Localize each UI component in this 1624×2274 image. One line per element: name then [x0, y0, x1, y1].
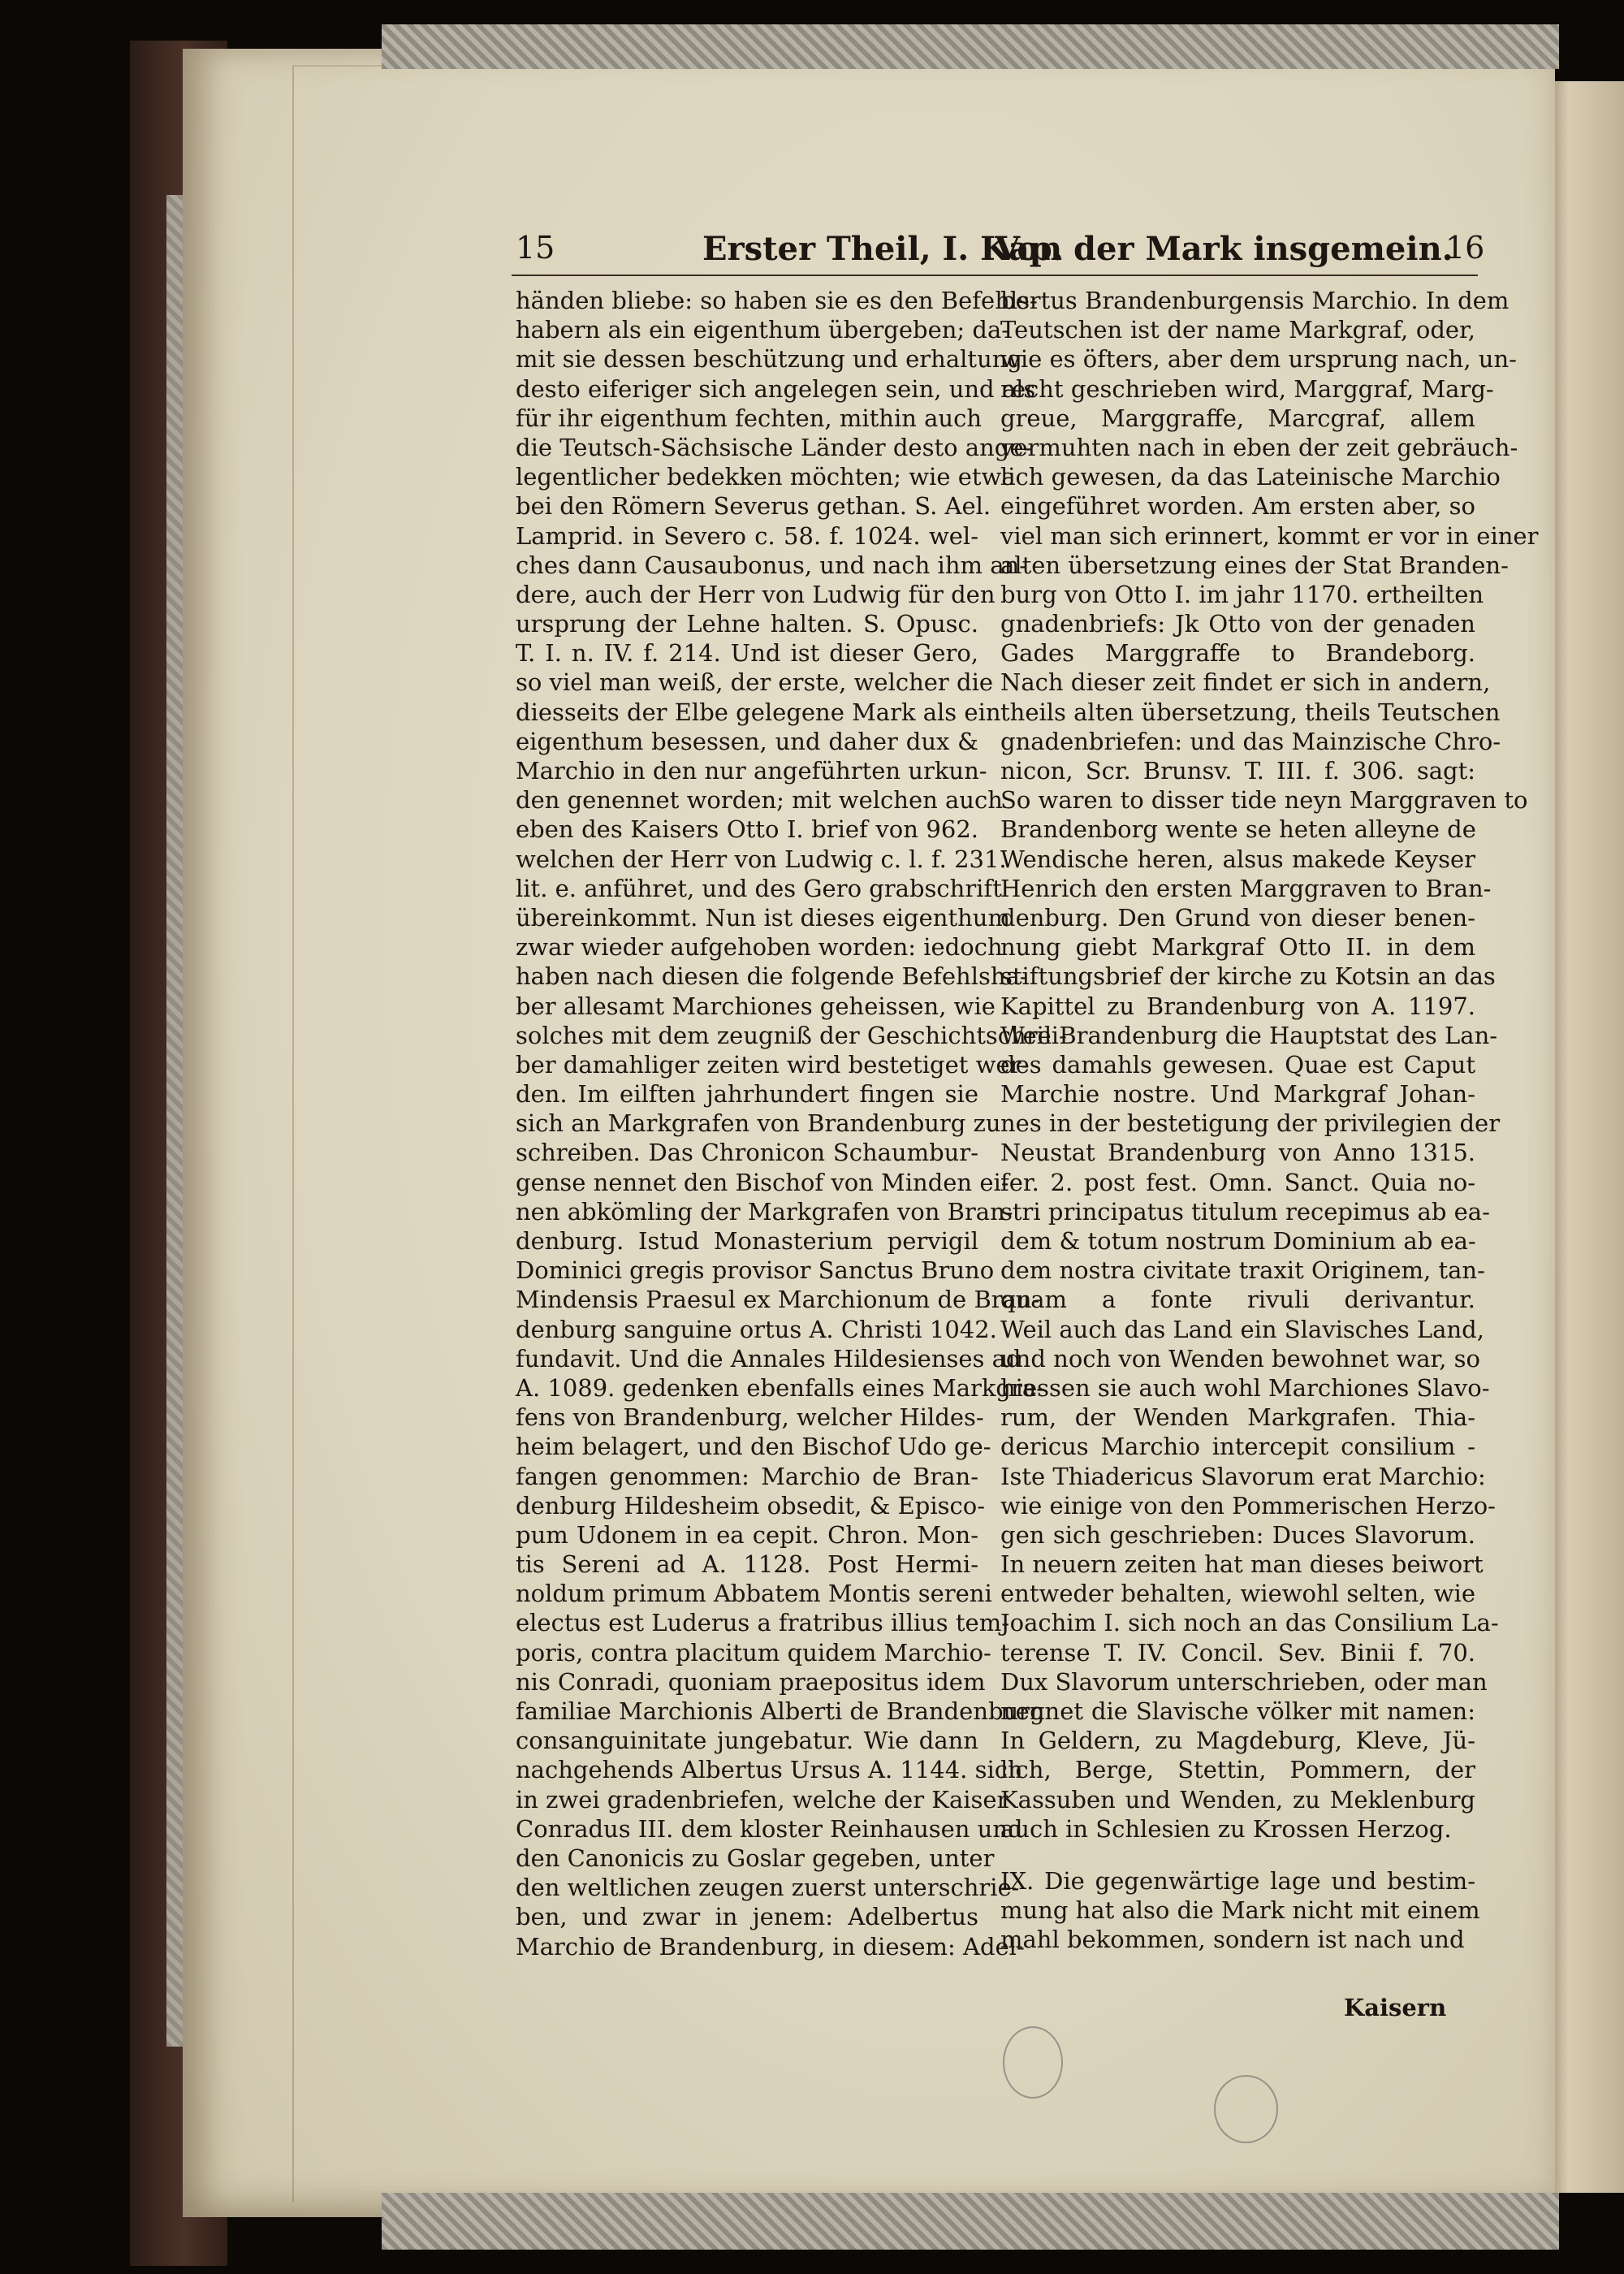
text-line: greue, Marggraffe, Marcgraf, allem: [1000, 404, 1475, 432]
text-line: gnadenbriefs: Jk Otto von der genaden: [1000, 610, 1475, 638]
text-line: fer. 2. post fest. Omn. Sanct. Quia no-: [1000, 1168, 1475, 1196]
text-column-left: [516, 286, 1067, 1961]
text-line: denburg Hildesheim obsedit, & Episco-: [516, 1491, 985, 1520]
text-line: Dominici gregis provisor Sanctus Bruno: [516, 1256, 995, 1285]
text-line: vermuhten nach in eben der zeit gebräuch-: [1000, 433, 1518, 461]
text-line: den genennet worden; mit welchen auch: [516, 786, 1003, 815]
text-line: dericus Marchio intercepit consilium -: [1000, 1433, 1475, 1461]
text-line: denburg sanguine ortus A. Christi 1042.: [516, 1315, 997, 1343]
text-line: so viel man weiß, der erste, welcher die: [516, 668, 994, 697]
text-line: nennet die Slavische völker mit namen:: [1000, 1697, 1475, 1725]
text-line: Dux Slavorum unterschrieben, oder man: [1000, 1667, 1488, 1696]
text-line: welchen der Herr von Ludwig c. l. f. 231.: [516, 845, 1007, 873]
text-line: Henrich den ersten Marggraven to Bran-: [1000, 874, 1492, 902]
text-line: Weil Brandenburg die Hauptstat des Lan-: [1000, 1021, 1498, 1049]
text-line: gense nennet den Bischof von Minden ei-: [516, 1168, 1009, 1196]
text-line: mit sie dessen beschützung und erhaltung: [516, 345, 1022, 374]
text-line: ber damahliger zeiten wird bestetiget wer-: [516, 1050, 1030, 1079]
text-line: IX. Die gegenwärtige lage und bestim-: [1000, 1866, 1475, 1895]
text-line: solches mit dem zeugniß der Geschichtschrei-: [516, 1021, 1067, 1049]
text-line: Joachim I. sich noch an das Consilium La-: [1000, 1609, 1499, 1637]
text-line: denburg. Istud Monasterium pervigil: [516, 1227, 978, 1255]
text-line: poris, contra placitum quidem Marchio-: [516, 1638, 991, 1667]
text-line: ber allesamt Marchiones geheissen, wie: [516, 992, 996, 1020]
text-line: und noch von Wenden bewohnet war, so: [1000, 1344, 1481, 1373]
text-line: Marchio in den nur angeführten urkun-: [516, 757, 987, 785]
text-column-right: [1000, 286, 1539, 1955]
pencil-mark-circle: [1214, 2075, 1278, 2143]
header-rule: [512, 275, 1478, 276]
text-line: fundavit. Und die Annales Hildesienses ad: [516, 1344, 1021, 1373]
running-head-right: Von der Mark insgemein.: [995, 230, 1453, 268]
text-line: Weil auch das Land ein Slavisches Land,: [1000, 1315, 1484, 1343]
text-line: lit. e. anführet, und des Gero grabschrift: [516, 874, 1002, 902]
text-line: des damahls gewesen. Quae est Caput: [1000, 1050, 1475, 1079]
text-line: übereinkommt. Nun ist dieses eigenthum: [516, 903, 1010, 932]
text-line: bertus Brandenburgensis Marchio. In dem: [1000, 287, 1510, 314]
text-line: Teutschen ist der name Markgraf, oder,: [1000, 316, 1475, 344]
text-line: alten übersetzung eines der Stat Branden-: [1000, 551, 1509, 579]
text-line: noldum primum Abbatem Montis sereni: [516, 1580, 992, 1608]
text-line: gnadenbriefen: und das Mainzische Chro-: [1000, 727, 1501, 755]
text-line: bei den Römern Severus gethan. S. Ael.: [516, 492, 991, 521]
binding-cloth-top: [382, 24, 1559, 69]
text-line: eingeführet worden. Am ersten aber, so: [1000, 492, 1475, 521]
text-line: legentlicher bedekken möchten; wie etwa: [516, 463, 1016, 491]
text-line: rum, der Wenden Markgrafen. Thia-: [1000, 1403, 1475, 1432]
text-line: nicon, Scr. Brunsv. T. III. f. 306. sagt:: [1000, 757, 1475, 785]
text-line: ursprung der Lehne halten. S. Opusc.: [516, 610, 978, 638]
text-line: haben nach diesen die folgende Befehlsha-: [516, 962, 1028, 991]
text-line: dem & totum nostrum Dominium ab ea-: [1000, 1227, 1476, 1255]
text-line: mahl bekommen, sondern ist nach und: [1000, 1926, 1465, 1954]
text-line: hiessen sie auch wohl Marchiones Slavo-: [1000, 1373, 1490, 1402]
text-line: lich gewesen, da das Lateinische Marchio: [1000, 463, 1501, 491]
text-line: sich an Markgrafen von Brandenburg zu: [516, 1109, 1001, 1138]
text-line: ben, und zwar in jenem: Adelbertus: [516, 1903, 978, 1931]
text-line: dem nostra civitate traxit Originem, tan-: [1000, 1256, 1485, 1285]
text-line: T. I. n. IV. f. 214. Und ist dieser Gero,: [516, 639, 978, 668]
text-line: Lamprid. in Severo c. 58. f. 1024. wel-: [516, 521, 978, 550]
text-line: nis Conradi, quoniam praepositus idem: [516, 1667, 986, 1696]
text-line: Marchie nostre. Und Markgraf Johan-: [1000, 1080, 1475, 1109]
text-line: eben des Kaisers Otto I. brief von 962.: [516, 815, 978, 844]
text-line: Conradus III. dem kloster Reinhausen und: [516, 1814, 1023, 1843]
text-line: habern als ein eigenthum übergeben; da-: [516, 316, 1010, 344]
pencil-mark-circle: [1003, 2026, 1063, 2099]
text-line: Marchio de Brandenburg, in diesem: Adel-: [516, 1932, 1025, 1961]
text-line: recht geschrieben wird, Marggraf, Marg-: [1000, 374, 1494, 403]
text-line: in zwei gradenbriefen, welche der Kaiser: [516, 1785, 1009, 1814]
text-line: A. 1089. gedenken ebenfalls eines Markgra-: [516, 1373, 1044, 1402]
text-line: denburg. Den Grund von dieser benen-: [1000, 903, 1475, 932]
text-line: So waren to disser tide neyn Marggraven to: [1000, 786, 1528, 815]
text-line: händen bliebe: so haben sie es den Befehls-: [516, 287, 1038, 314]
text-line: Nach dieser zeit findet er sich in andern,: [1000, 668, 1491, 697]
text-line: den weltlichen zeugen zuerst unterschrie-: [516, 1874, 1020, 1902]
text-line: dere, auch der Herr von Ludwig für den: [516, 580, 996, 608]
text-line: mung hat also die Mark nicht mit einem: [1000, 1896, 1480, 1925]
text-line: Neustat Brandenburg von Anno 1315.: [1000, 1139, 1475, 1167]
text-line: nachgehends Albertus Ursus A. 1144. sich: [516, 1756, 1023, 1784]
running-header: [0, 230, 1624, 279]
text-line: tis Sereni ad A. 1128. Post Hermi-: [516, 1550, 978, 1579]
text-line: nung giebt Markgraf Otto II. in dem: [1000, 933, 1475, 962]
text-line: burg von Otto I. im jahr 1170. ertheilten: [1000, 580, 1484, 608]
text-line: Iste Thiadericus Slavorum erat Marchio:: [1000, 1462, 1486, 1490]
text-line: zwar wieder aufgehoben worden: iedoch: [516, 933, 1003, 962]
text-line: Kassuben und Wenden, zu Meklenburg: [1000, 1785, 1475, 1814]
text-line: viel man sich erinnert, kommt er vor in einer: [1000, 521, 1539, 550]
page-number-right: 16: [1445, 230, 1485, 266]
text-line: entweder behalten, wiewohl selten, wie: [1000, 1580, 1475, 1608]
text-line: schreiben. Das Chronicon Schaumbur-: [516, 1139, 978, 1167]
text-line: heim belagert, und den Bischof Udo ge-: [516, 1433, 991, 1461]
text-line: gen sich geschrieben: Duces Slavorum.: [1000, 1520, 1475, 1549]
text-line: diesseits der Elbe gelegene Mark als ein: [516, 698, 1001, 726]
text-line: den Canonicis zu Goslar gegeben, unter: [516, 1844, 995, 1872]
text-line: fens von Brandenburg, welcher Hildes-: [516, 1403, 984, 1432]
text-line: consanguinitate jungebatur. Wie dann: [516, 1727, 978, 1755]
text-line: Brandenborg wente se heten alleyne de: [1000, 815, 1476, 844]
text-line: theils alten übersetzung, theils Teutschen: [1000, 698, 1501, 726]
text-line: desto eiferiger sich angelegen sein, und als: [516, 374, 1036, 403]
text-line: eigenthum besessen, und daher dux &: [516, 727, 978, 755]
catchword: Kaisern: [1344, 1994, 1447, 2021]
text-line: electus est Luderus a fratribus illius tem-: [516, 1609, 1010, 1637]
right-paragraph-2: [1000, 1866, 1480, 1955]
text-line: nes in der bestetigung der privilegien der: [1000, 1109, 1501, 1138]
text-line: nen abkömling der Markgrafen von Bran-: [516, 1197, 1013, 1226]
binding-cloth-bottom: [382, 2193, 1559, 2250]
text-line: wie es öfters, aber dem ursprung nach, un-: [1000, 345, 1517, 374]
text-line: familiae Marchionis Alberti de Brandenburg: [516, 1697, 1045, 1725]
text-line: lich, Berge, Stettin, Pommern, der: [1000, 1756, 1475, 1784]
right-paragraph-1: [1000, 286, 1539, 1844]
text-line: für ihr eigenthum fechten, mithin auch: [516, 404, 982, 432]
text-line: In Geldern, zu Magdeburg, Kleve, Jü-: [1000, 1727, 1475, 1755]
running-head-left: Erster Theil, I. Kap.: [702, 230, 1064, 268]
text-line: die Teutsch-Sächsische Länder desto ange-: [516, 433, 1032, 461]
text-line: fangen genommen: Marchio de Bran-: [516, 1462, 978, 1490]
text-line: In neuern zeiten hat man dieses beiwort: [1000, 1550, 1484, 1579]
page-number-left: 15: [516, 230, 555, 266]
text-line: quam a fonte rivuli derivantur.: [1000, 1286, 1475, 1314]
text-line: pum Udonem in ea cepit. Chron. Mon-: [516, 1520, 978, 1549]
text-line: Kapittel zu Brandenburg von A. 1197.: [1000, 992, 1475, 1020]
text-line: stri principatus titulum recepimus ab ea-: [1000, 1197, 1490, 1226]
text-line: Gades Marggraffe to Brandeborg.: [1000, 639, 1475, 668]
text-line: wie einige von den Pommerischen Herzo-: [1000, 1491, 1496, 1520]
text-line: Mindensis Praesul ex Marchionum de Bran-: [516, 1286, 1040, 1314]
text-line: terense T. IV. Concil. Sev. Binii f. 70.: [1000, 1638, 1475, 1667]
text-line: stiftungsbrief der kirche zu Kotsin an das: [1000, 962, 1496, 991]
text-line: ches dann Causaubonus, und nach ihm an-: [516, 551, 1027, 579]
text-line: Wendische heren, alsus makede Keyser: [1000, 845, 1475, 873]
text-line: den. Im eilften jahrhundert fingen sie: [516, 1080, 978, 1109]
text-line: auch in Schlesien zu Krossen Herzog.: [1000, 1814, 1452, 1843]
